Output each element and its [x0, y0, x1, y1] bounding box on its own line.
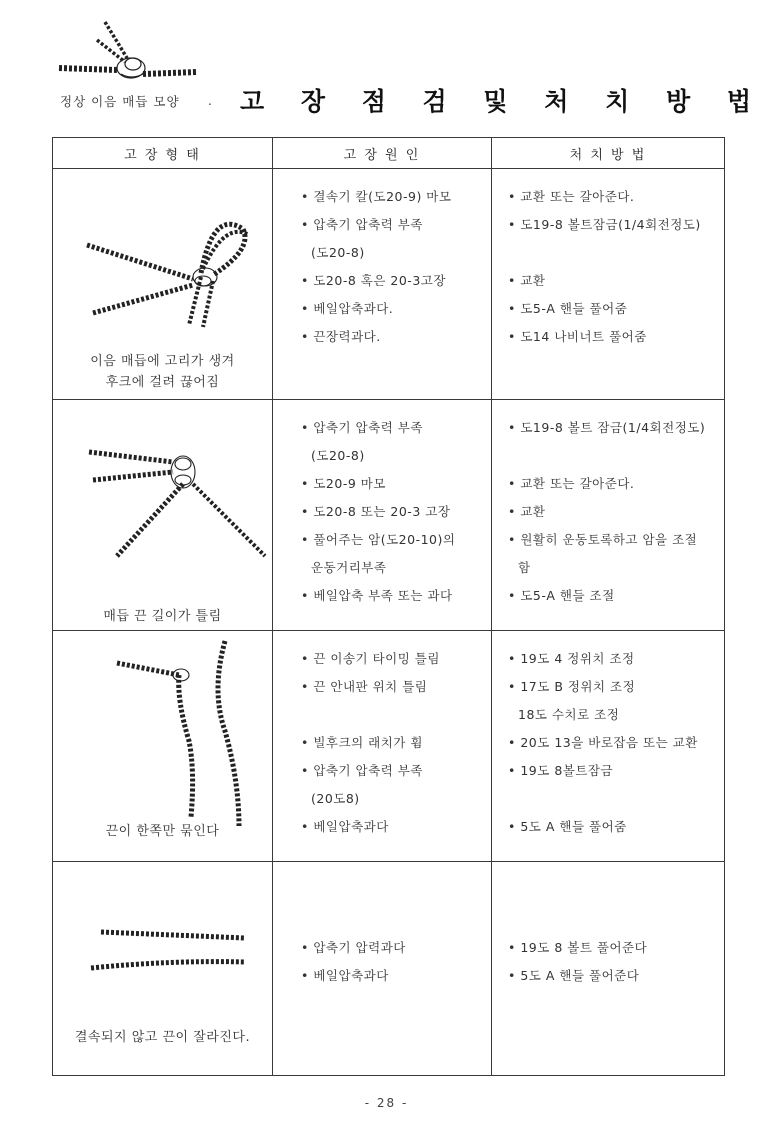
- table-row: [53, 862, 725, 1076]
- header-remedy: [492, 138, 725, 169]
- remedies-list: [492, 400, 724, 610]
- remedies-list: [492, 169, 724, 351]
- cause-item: • 도20-8 혹은 20-3고장: [301, 267, 491, 295]
- causes-list: [273, 631, 491, 841]
- cause-item: • 압축기 압축력 부족: [301, 211, 491, 239]
- cause-item: (도20-8): [311, 245, 365, 260]
- cause-item: • 끈장력과다.: [301, 323, 491, 351]
- remedy-item: • 교환 또는 갈아준다.: [508, 183, 724, 211]
- symptom-caption-line: 결속되지 않고 끈이 잘라진다.: [74, 1030, 251, 1045]
- header-dot: .: [208, 94, 212, 108]
- cause-item: • 끈 이송기 타이밍 틀림: [301, 645, 491, 673]
- symptom-caption-line: 이음 매듭에 고리가 생겨: [90, 354, 235, 369]
- symptom-cell: [53, 631, 273, 862]
- remedy-item: • 도5-A 핸들 풀어줌: [508, 295, 724, 323]
- remedy-item: • 원활히 운동토록하고 암을 조절: [508, 526, 724, 554]
- remedy-item: • 5도 A 핸들 풀어준다: [508, 962, 724, 990]
- cause-item: • 베일압축과다: [301, 962, 491, 990]
- cause-item: • 도20-8 또는 20-3 고장: [301, 498, 491, 526]
- spacer: [508, 785, 724, 813]
- spacer: [301, 701, 491, 729]
- symptom-cell: [53, 169, 273, 400]
- remedy-item: • 도14 나비너트 풀어줌: [508, 323, 724, 351]
- page-number: - 28 -: [364, 1096, 409, 1110]
- cause-item: • 베일압축과다: [301, 813, 491, 841]
- remedy-cell: [492, 862, 725, 1076]
- remedies-list: [492, 862, 724, 990]
- cause-item: • 베일압축 부족 또는 과다: [301, 582, 491, 610]
- cause-cell: [273, 169, 492, 400]
- page-title: 고 장 점 검 및 처 치 방 법: [240, 87, 765, 116]
- remedy-item: • 도5-A 핸들 조절: [508, 582, 724, 610]
- one-side-knot-illustration: [53, 631, 271, 826]
- header-remedy-label: 처 치 방 법: [569, 147, 647, 163]
- remedy-item: • 교환: [508, 498, 724, 526]
- table-row: [53, 400, 725, 631]
- symptom-caption: [53, 1027, 272, 1048]
- remedy-cell: [492, 631, 725, 862]
- symptom-caption-line: 매듭 끈 길이가 틀림: [103, 609, 222, 624]
- cause-item: (20도8): [311, 791, 360, 806]
- cause-cell: [273, 400, 492, 631]
- loop-knot-illustration: [53, 169, 271, 364]
- remedy-cell: [492, 169, 725, 400]
- remedy-item: • 5도 A 핸들 풀어줌: [508, 813, 724, 841]
- cause-item: • 풀어주는 암(도20-10)의: [301, 526, 491, 554]
- normal-knot-illustration: [55, 18, 200, 88]
- remedy-item: • 19도 8볼트잠금: [508, 757, 724, 785]
- spacer: [508, 239, 724, 267]
- cause-item: • 빌후크의 래치가 휨: [301, 729, 491, 757]
- table-row: [53, 631, 725, 862]
- remedy-cell: [492, 400, 725, 631]
- remedy-item: • 도19-8 볼트 잠금(1/4회전정도): [508, 414, 724, 442]
- cause-item: • 베일압축과다.: [301, 295, 491, 323]
- symptom-caption: [53, 351, 272, 393]
- header-caption: 정상 이음 매듭 모양: [60, 94, 180, 109]
- cause-item: • 압축기 압축력 부족: [301, 414, 491, 442]
- cause-cell: [273, 862, 492, 1076]
- symptom-cell: [53, 400, 273, 631]
- causes-list: [273, 862, 491, 990]
- cause-cell: [273, 631, 492, 862]
- remedy-item: • 교환 또는 갈아준다.: [508, 470, 724, 498]
- header-symptom: [53, 138, 273, 169]
- remedy-item: • 교환: [508, 267, 724, 295]
- cause-item: • 압축기 압력과다: [301, 934, 491, 962]
- remedy-item: • 17도 B 정위치 조정: [508, 673, 724, 701]
- spacer: [508, 442, 724, 470]
- symptom-caption: [53, 606, 272, 627]
- remedy-item: • 20도 13을 바로잡음 또는 교환: [508, 729, 724, 757]
- symptom-caption-line: 후크에 걸려 끊어짐: [105, 375, 220, 390]
- remedy-item: • 19도 4 정위치 조정: [508, 645, 724, 673]
- remedy-item: 18도 수치로 조정: [518, 707, 620, 722]
- symptom-caption-line: 끈이 한쪽만 묶인다: [105, 824, 220, 839]
- header-cause-label: 고 장 원 인: [343, 147, 421, 163]
- remedies-list: [492, 631, 724, 841]
- header-symptom-label: 고 장 형 태: [124, 147, 201, 163]
- cause-item: • 압축기 압축력 부족: [301, 757, 491, 785]
- uneven-knot-illustration: [53, 400, 271, 595]
- cause-item: • 도20-9 마모: [301, 470, 491, 498]
- cause-item: (도20-8): [311, 448, 365, 463]
- causes-list: [273, 169, 491, 351]
- cause-item: 운동거리부족: [311, 560, 387, 575]
- remedy-item: • 도19-8 볼트잠금(1/4회전정도): [508, 211, 724, 239]
- symptom-cell: [53, 862, 273, 1076]
- cause-item: • 끈 안내판 위치 틀림: [301, 673, 491, 701]
- troubleshooting-table: [52, 137, 725, 1076]
- remedy-item: • 19도 8 볼트 풀어준다: [508, 934, 724, 962]
- symptom-caption: [53, 821, 272, 842]
- causes-list: [273, 400, 491, 610]
- remedy-item: 함: [518, 560, 531, 575]
- table-row: [53, 169, 725, 400]
- header-cause: [273, 138, 492, 169]
- cause-item: • 결속기 칼(도20-9) 마모: [301, 183, 491, 211]
